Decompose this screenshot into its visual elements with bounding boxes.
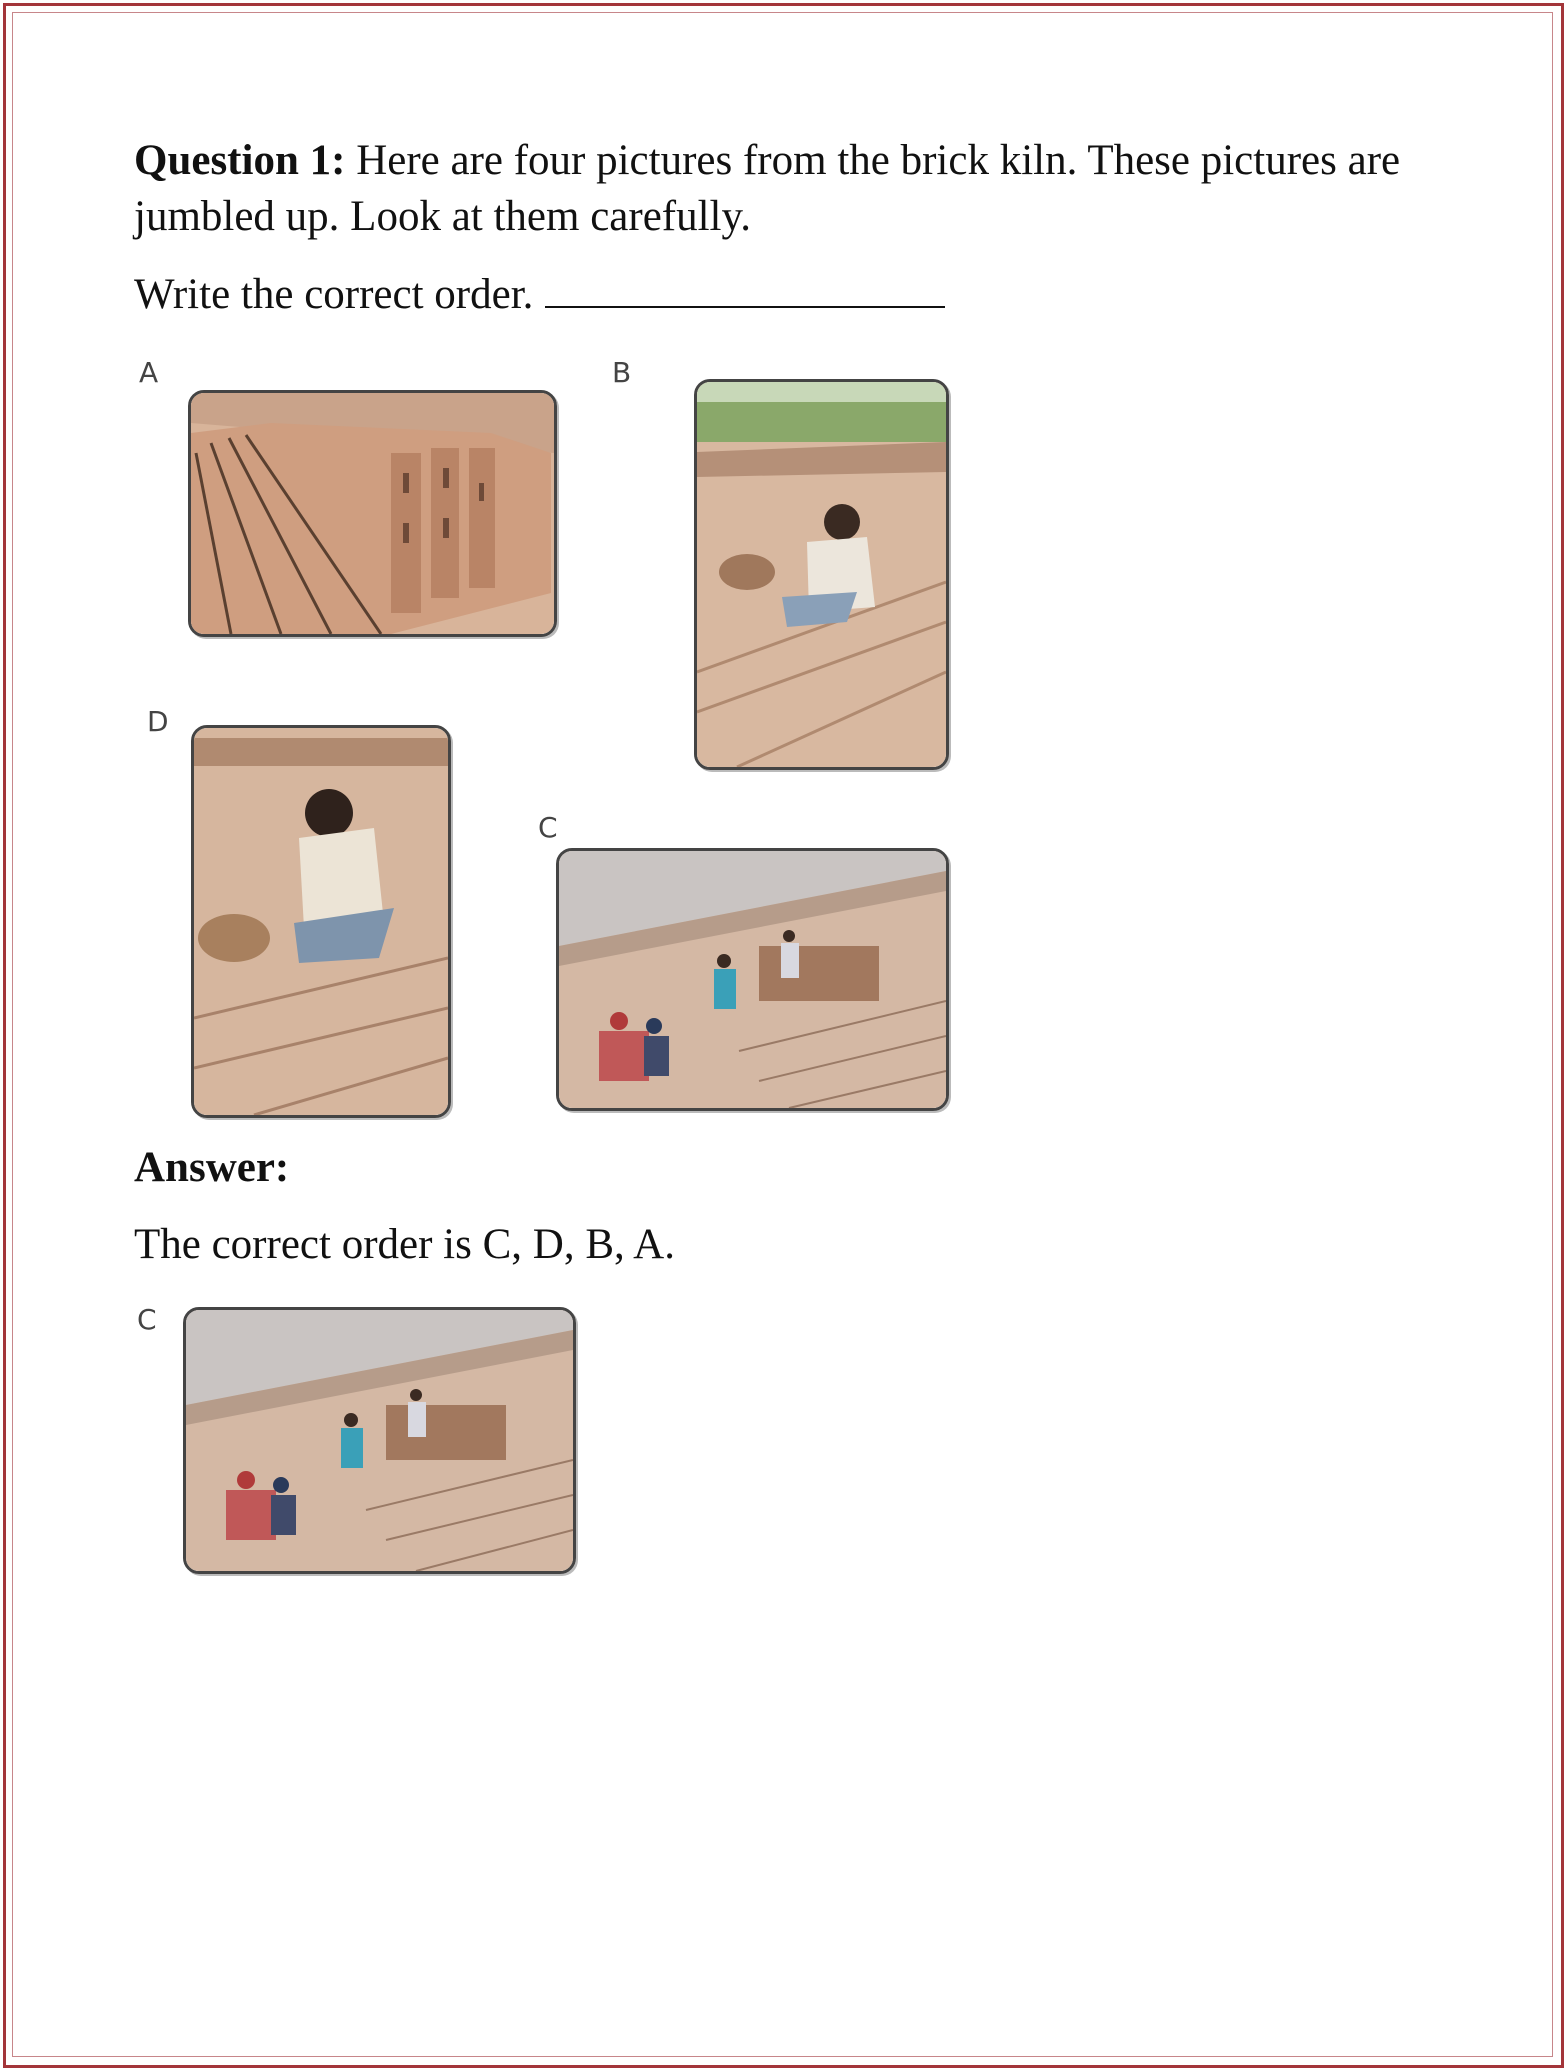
question-body: Here are four pictures from the brick kiln. These pictures are jumbled up. Look at them carefully. xyxy=(134,137,1401,240)
question-text xyxy=(134,133,1464,245)
picture-a-label: A xyxy=(139,356,159,389)
picture-c-workers-digging xyxy=(556,848,949,1111)
picture-a-bricks-stacked xyxy=(188,390,557,637)
answer-picture-c-workers-digging xyxy=(183,1307,576,1574)
answer-heading: Answer: xyxy=(134,1144,290,1191)
picture-c-label: C xyxy=(538,811,558,844)
question-label: Question 1: xyxy=(134,137,346,184)
picture-b-label: B xyxy=(612,356,632,389)
picture-b-boy-moulding xyxy=(694,379,949,770)
answer-blank xyxy=(545,264,945,308)
answer-picture-label: C xyxy=(137,1303,157,1336)
picture-d-man-moulding xyxy=(191,725,451,1118)
answer-text: The correct order is C, D, B, A. xyxy=(134,1221,675,1268)
instruction-text: Write the correct order. xyxy=(134,271,534,318)
picture-d-label: D xyxy=(147,705,169,738)
order-instruction xyxy=(134,264,945,323)
